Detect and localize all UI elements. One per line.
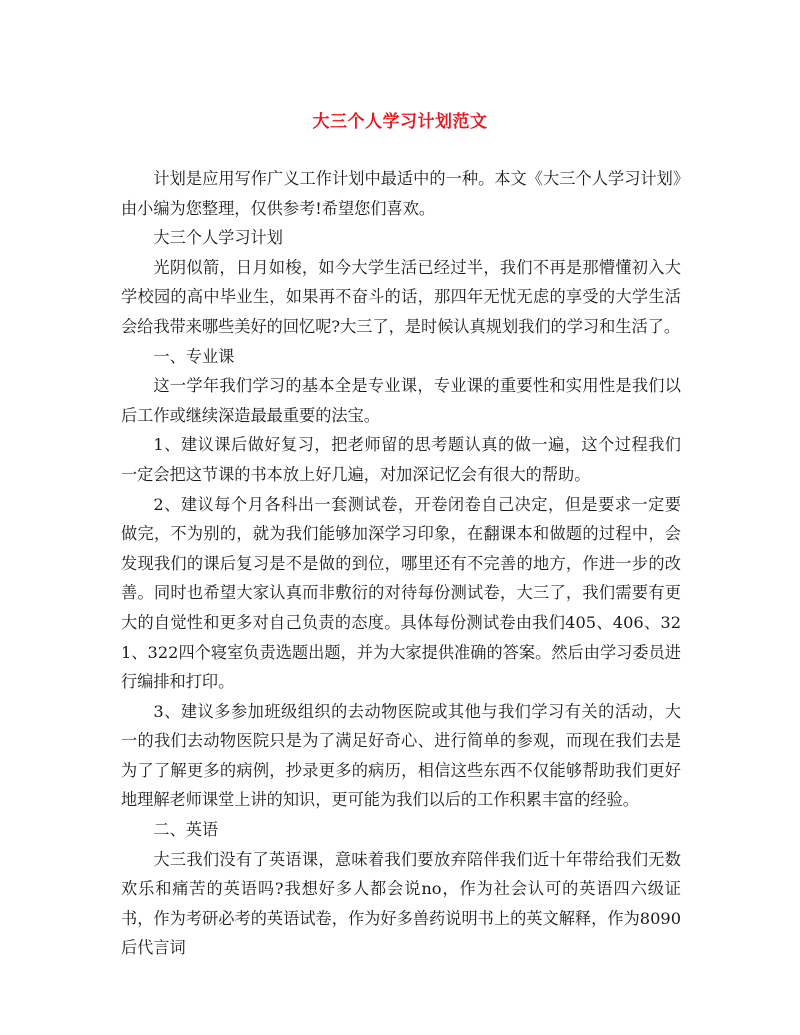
list-item-activities: 3、建议多参加班级组织的去动物医院或其他与我们学习有关的活动，大一的我们去动物医院只是为了满足好奇心、进行简单的参观，而现在我们去是为了了解更多的病例，抄录更多的病历，相信这些东西不仅能够帮助我们更好地理解老师课堂上讲的知识，更可能为我们以后的工作积累丰富的经验。 [121,701,681,810]
section-heading-plan: 大三个人学习计划 [153,228,283,248]
paragraph-intro: 计划是应用写作广义工作计划中最适中的一种。本文《大三个人学习计划》由小编为您整理，仅供参考!希望您们喜欢。 [121,169,681,218]
document-body [121,164,681,963]
section-heading-major-courses: 一、专业课 [153,346,235,366]
list-item-review: 1、建议课后做好复习，把老师留的思考题认真的做一遍，这个过程我们一定会把这节课的书本放上好几遍，对加深记忆会有很大的帮助。 [121,435,681,484]
section-heading-english: 二、英语 [153,820,219,840]
page-title: 大三个人学习计划范文 [312,112,488,132]
paragraph-english: 大三我们没有了英语课，意味着我们要放弃陪伴我们近十年带给我们无数欢乐和痛苦的英语吗?我想好多人都会说no，作为社会认可的英语四六级证书，作为考研必考的英语试卷，作为好多兽药说明书上的英文解释，作为8090后代言词 [121,849,681,958]
paragraph-opening: 光阴似箭，日月如梭，如今大学生活已经过半，我们不再是那懵懂初入大学校园的高中毕业生，如果再不奋斗的话，那四年无忧无虑的享受的大学生活会给我带来哪些美好的回忆呢?大三了，是时候认真规划我们的学习和生活了。 [121,257,681,336]
list-item-tests: 2、建议每个月各科出一套测试卷，开卷闭卷自己决定，但是要求一定要做完，不为别的，就为我们能够加深学习印象，在翻课本和做题的过程中，会发现我们的课后复习是不是做的到位，哪里还有不完善的地方，作进一步的改善。同时也希望大家认真而非敷衍的对待每份测试卷，大三了，我们需要有更大的自觉性和更多对自己负责的态度。具体每份测试卷由我们405、406、321、322四个寝室负责选题出题，并为大家提供准确的答案。然后由学习委员进行编排和打印。 [121,494,681,692]
paragraph-major-courses: 这一学年我们学习的基本全是专业课，专业课的重要性和实用性是我们以后工作或继续深造最最重要的法宝。 [121,376,681,425]
